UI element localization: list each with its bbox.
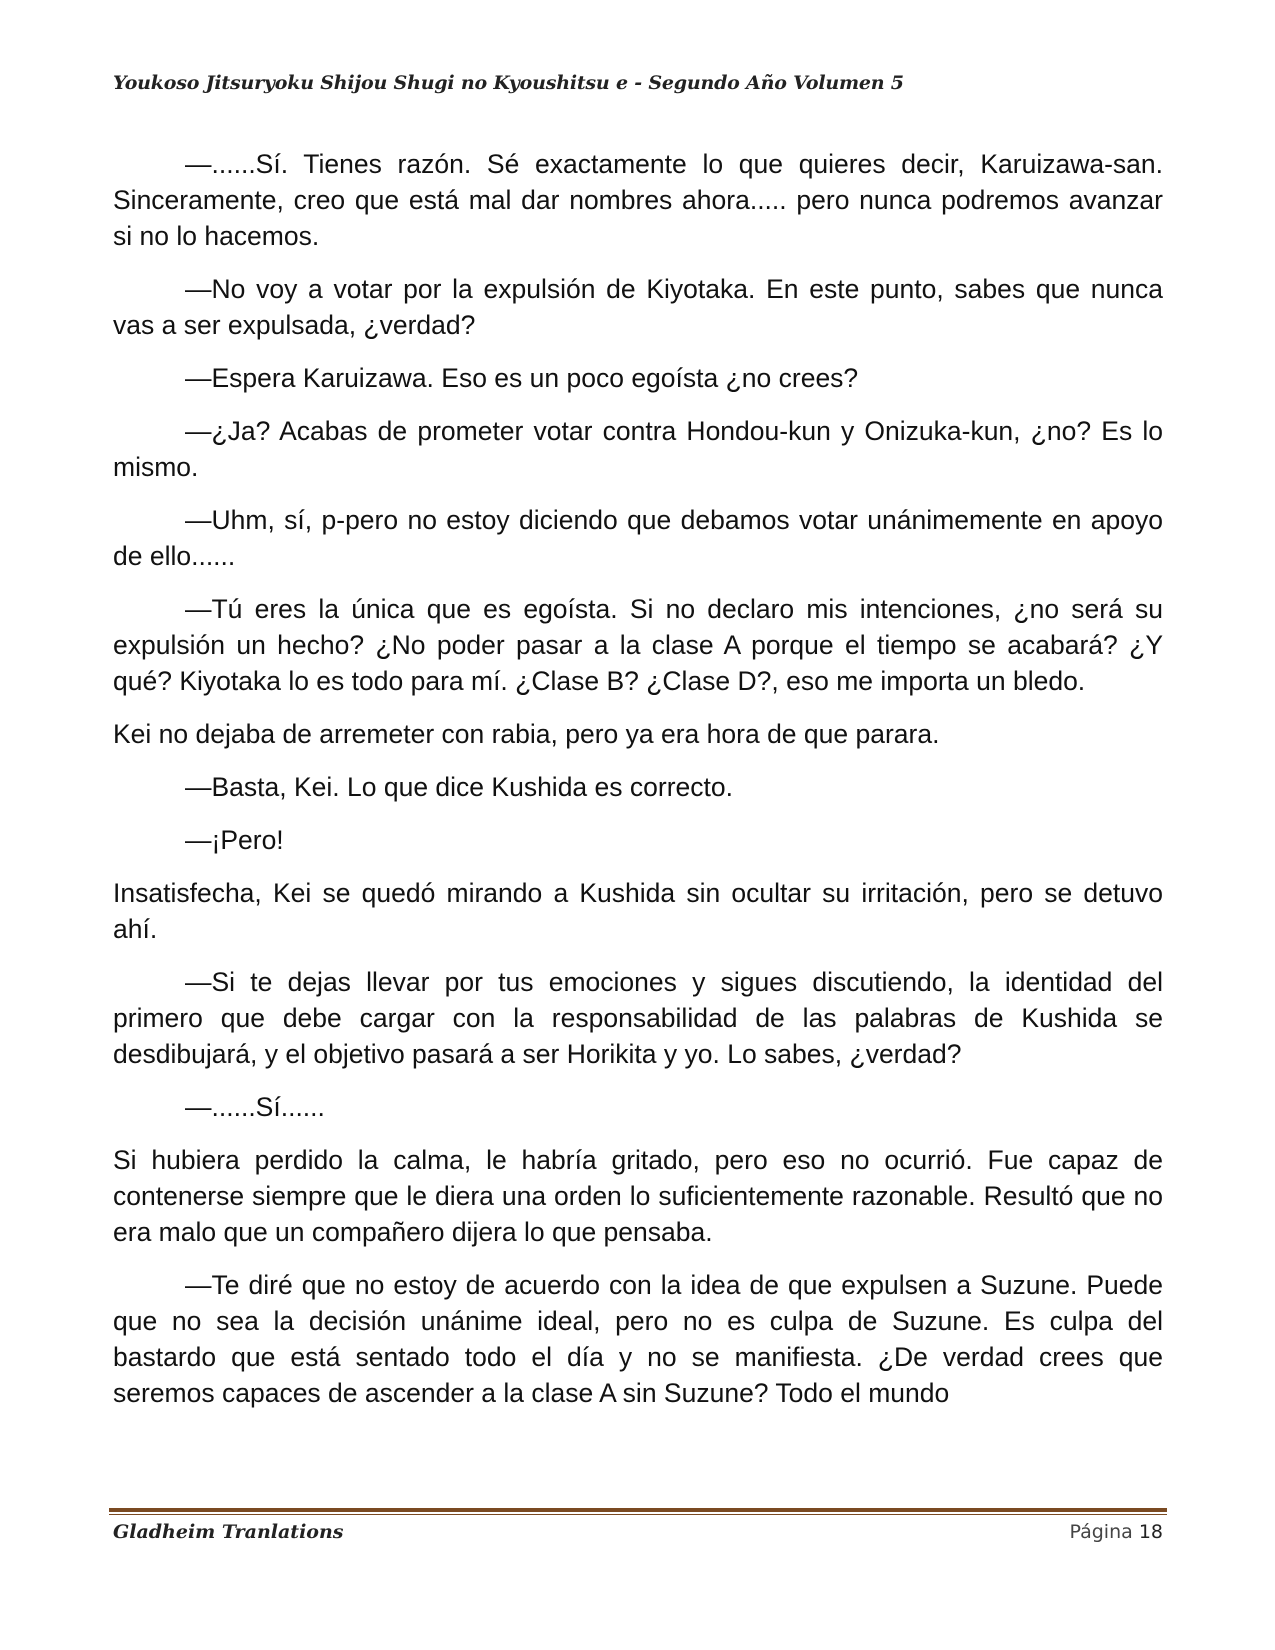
paragraph: —Basta, Kei. Lo que dice Kushida es correcto. [185,772,733,802]
paragraph: —......Sí...... [185,1092,325,1122]
paragraph: —......Sí. Tienes razón. Sé exactamente lo que quieres decir, Karuizawa-san. Sinceramente, creo que está mal dar nombres ahora..... pero nunca podremos avanzar si no lo hacemos. [113,149,1163,251]
footer-rule-thin [109,1514,1167,1515]
paragraph: Si hubiera perdido la calma, le habría gritado, pero eso no ocurrió. Fue capaz de contenerse siempre que le diera una orden lo suficientemente razonable. Resultó que no era malo que un compañero dijera lo que pensaba. [113,1145,1163,1247]
footer-rule [109,1508,1167,1515]
page-number-label [1069,1521,1163,1543]
paragraph: —Espera Karuizawa. Eso es un poco egoísta ¿no crees? [185,363,859,393]
running-header: Youkoso Jitsuryoku Shijou Shugi no Kyoushitsu e - Segundo Año Volumen 5 [113,72,904,94]
page-number: 18 [1138,1521,1163,1543]
page-label: Página [1069,1521,1133,1543]
paragraph: Kei no dejaba de arremeter con rabia, pero ya era hora de que parara. [113,719,940,749]
paragraph: Insatisfecha, Kei se quedó mirando a Kushida sin ocultar su irritación, pero se detuvo ahí. [113,878,1163,944]
body-text [113,146,1163,1456]
paragraph: —No voy a votar por la expulsión de Kiyotaka. En este punto, sabes que nunca vas a ser expulsada, ¿verdad? [113,274,1163,340]
paragraph: —Te diré que no estoy de acuerdo con la idea de que expulsen a Suzune. Puede que no sea la decisión unánime ideal, pero no es culpa de Suzune. Es culpa del bastardo que está sentado todo el día y no se manifiesta. ¿De verdad crees que seremos capaces de ascender a la clase A sin Suzune? Todo el mundo [113,1270,1163,1408]
paragraph: —Uhm, sí, p-pero no estoy diciendo que debamos votar unánimemente en apoyo de ello...... [113,505,1163,571]
paragraph: —¡Pero! [185,825,284,855]
paragraph: —¿Ja? Acabas de prometer votar contra Hondou-kun y Onizuka-kun, ¿no? Es lo mismo. [113,416,1163,482]
paragraph: —Tú eres la única que es egoísta. Si no declaro mis intenciones, ¿no será su expulsión un hecho? ¿No poder pasar a la clase A porque el tiempo se acabará? ¿Y qué? Kiyotaka lo es todo para mí. ¿Clase B? ¿Clase D?, eso me importa un bledo. [113,594,1163,696]
footer-credit: Gladheim Tranlations [113,1521,344,1543]
paragraph: —Si te dejas llevar por tus emociones y sigues discutiendo, la identidad del primero que debe cargar con la responsabilidad de las palabras de Kushida se desdibujará, y el objetivo pasará a ser Horikita y yo. Lo sabes, ¿verdad? [113,967,1163,1069]
